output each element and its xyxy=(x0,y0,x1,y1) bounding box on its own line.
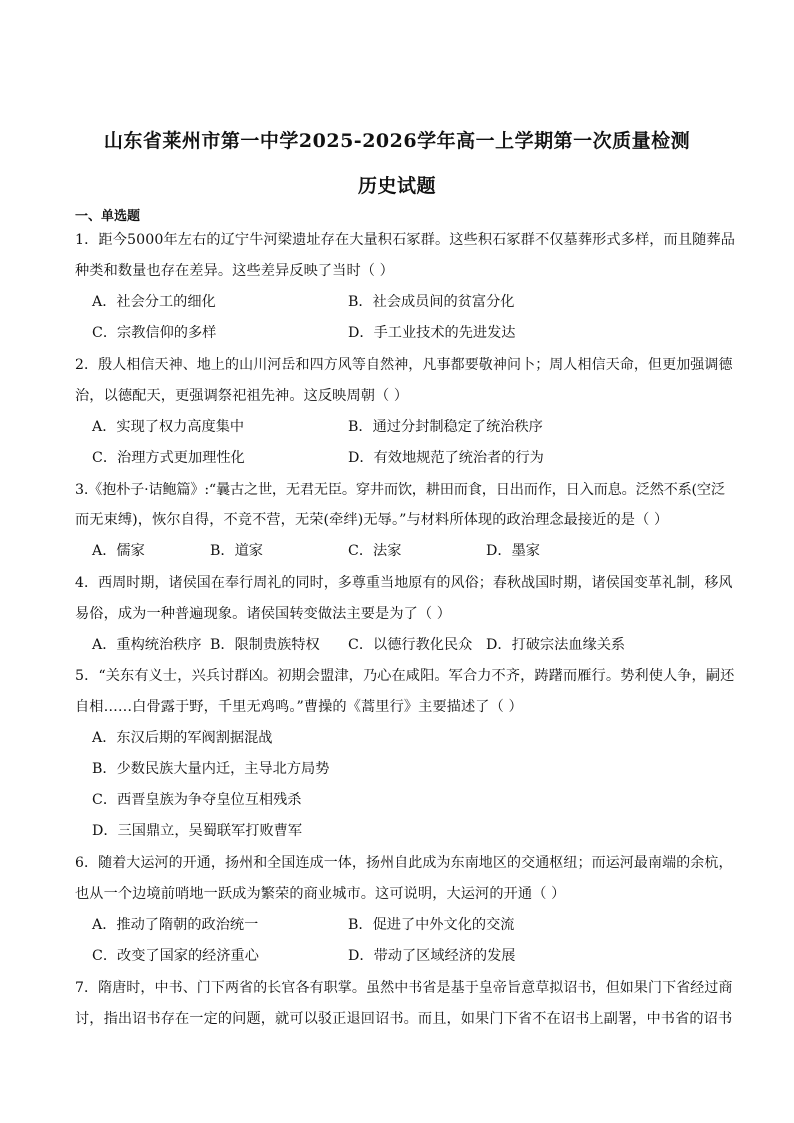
question-2-option-d: D．有效地规范了统治者的行为 xyxy=(348,450,544,466)
question-6-option-b: B．促进了中外文化的交流 xyxy=(348,917,515,933)
question-4-option-c: C．以德行教化民众 xyxy=(348,637,473,653)
question-4-option-a: A．重构统治秩序 xyxy=(92,637,202,653)
question-6-line-2: 也从一个边境前哨地一跃成为繁荣的商业城市。这可说明，大运河的开通（ ） xyxy=(75,886,566,902)
question-3-line-2: 而无束缚)，恢尔自得，不竞不营，无荣(牵绊)无辱。”与材料所体现的政治理念最接近的是（ ） xyxy=(75,512,669,528)
question-3-option-d: D．墨家 xyxy=(486,543,540,559)
question-3-option-a: A．儒家 xyxy=(92,543,145,559)
question-2-option-c: C．治理方式更加理性化 xyxy=(92,450,245,466)
question-1-option-c: C．宗教信仰的多样 xyxy=(92,325,217,341)
exam-title: 山东省莱州市第一中学2025-2026学年高一上学期第一次质量检测 xyxy=(103,130,691,152)
question-3-option-c: C．法家 xyxy=(348,543,402,559)
question-3-option-b: B．道家 xyxy=(210,543,263,559)
question-7-line-2: 讨，指出诏书存在一定的问题，就可以驳正退回诏书。而且，如果门下省不在诏书上副署，中书省的诏书 xyxy=(75,1011,733,1027)
question-5-option-d: D．三国鼎立，吴蜀联军打败曹军 xyxy=(92,823,303,839)
question-6-line-1: 6．随着大运河的开通，扬州和全国连成一体，扬州自此成为东南地区的交通枢纽；而运河最南端的余杭， xyxy=(75,855,733,871)
question-3-line-1: 3.《抱朴子·诘鲍篇》:“曩古之世，无君无臣。穿井而饮，耕田而食，日出而作，日入而息。泛然不系(空泛 xyxy=(75,482,725,498)
question-1-option-a: A．社会分工的细化 xyxy=(92,294,216,310)
question-6-option-a: A．推动了隋朝的政治统一 xyxy=(92,917,259,933)
question-5-line-2: 自相……白骨露于野，千里无鸡鸣。”曹操的《蒿里行》主要描述了（ ） xyxy=(75,699,523,715)
question-2-option-a: A．实现了权力高度集中 xyxy=(92,419,245,435)
question-1-option-b: B．社会成员间的贫富分化 xyxy=(348,294,515,310)
section-heading: 一、单选题 xyxy=(75,209,141,224)
question-2-line-2: 治，以德配天，更强调祭祀祖先神。这反映周朝（ ） xyxy=(75,388,409,404)
question-5-line-1: 5．“关东有义士，兴兵讨群凶。初期会盟津，乃心在咸阳。军合力不齐，踌躇而雁行。势利使人争，嗣还 xyxy=(75,668,735,684)
question-7-line-1: 7．隋唐时，中书、门下两省的长官各有职掌。虽然中书省是基于皇帝旨意草拟诏书，但如果门下省经过商 xyxy=(75,980,733,996)
question-2-line-1: 2．殷人相信天神、地上的山川河岳和四方风等自然神，凡事都要敬神问卜；周人相信天命，但更加强调德 xyxy=(75,357,733,373)
question-6-option-d: D．带动了区域经济的发展 xyxy=(348,948,516,964)
question-4-line-1: 4．西周时期，诸侯国在奉行周礼的同时，多尊重当地原有的风俗；春秋战国时期，诸侯国变革礼制，移风 xyxy=(75,575,733,591)
question-1-line-2: 种类和数量也存在差异。这些差异反映了当时（ ） xyxy=(75,263,394,279)
question-4-line-2: 易俗，成为一种普遍现象。诸侯国转变做法主要是为了（ ） xyxy=(75,606,452,622)
exam-subtitle: 历史试题 xyxy=(357,175,436,197)
question-5-option-c: C．西晋皇族为争夺皇位互相残杀 xyxy=(92,792,302,808)
question-1-option-d: D．手工业技术的先进发达 xyxy=(348,325,516,341)
question-5-option-a: A．东汉后期的军阀割据混战 xyxy=(92,730,273,746)
question-2-option-b: B．通过分封制稳定了统治秩序 xyxy=(348,419,543,435)
question-4-option-b: B．限制贵族特权 xyxy=(210,637,320,653)
question-4-option-d: D．打破宗法血缘关系 xyxy=(486,637,626,653)
question-1-line-1: 1．距今5000年左右的辽宁牛河梁遗址存在大量积石冢群。这些积石冢群不仅墓葬形式多样，而且随葬品 xyxy=(75,232,735,248)
question-6-option-c: C．改变了国家的经济重心 xyxy=(92,948,259,964)
question-5-option-b: B．少数民族大量内迁，主导北方局势 xyxy=(92,761,330,777)
